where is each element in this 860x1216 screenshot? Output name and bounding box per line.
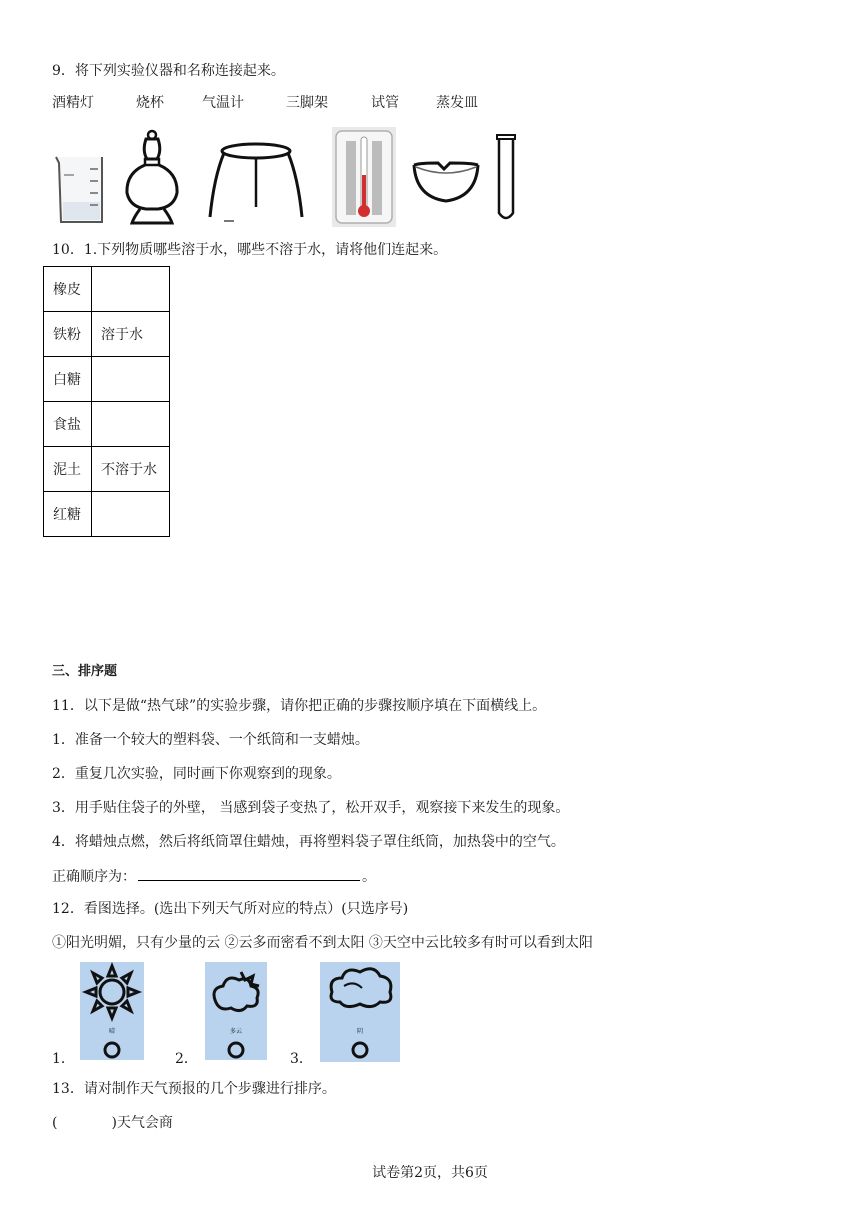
substance-cell: 橡皮 — [44, 267, 92, 312]
alcohol-lamp-icon — [122, 127, 182, 231]
answer-end: 。 — [362, 869, 376, 885]
table-row — [44, 312, 170, 357]
substance-cell: 食盐 — [44, 402, 92, 447]
picture-number-3: 3． — [290, 1051, 313, 1067]
sun-icon — [80, 962, 144, 1060]
solubility-table — [43, 266, 170, 537]
evaporating-dish-icon — [410, 127, 482, 231]
answer-cell — [92, 267, 170, 312]
q9-title: 9．将下列实验仪器和名称连接起来。 — [52, 63, 285, 79]
q11-step-1: 1．准备一个较大的塑料袋、一个纸筒和一支蜡烛。 — [52, 732, 369, 748]
q13-title: 13．请对制作天气预报的几个步骤进行排序。 — [52, 1081, 336, 1097]
q11-step-4: 4．将蜡烛点燃，然后将纸筒罩住蜡烛，再将塑料袋子罩住纸筒，加热袋中的空气。 — [52, 834, 565, 850]
answer-cell: 不溶于水 — [92, 447, 170, 492]
substance-cell: 铁粉 — [44, 312, 92, 357]
q9-name-3: 气温计 — [202, 95, 244, 111]
thermometer-icon — [332, 127, 396, 231]
q10-title: 10．1.下列物质哪些溶于水，哪些不溶于水，请将他们连起来。 — [52, 242, 448, 258]
answer-cell — [92, 492, 170, 537]
sun-behind-cloud-icon — [205, 962, 267, 1060]
tripod-icon — [204, 127, 308, 231]
table-row — [44, 447, 170, 492]
answer-blank[interactable] — [138, 866, 360, 881]
table-row — [44, 267, 170, 312]
picture-caption-1: 晴 — [108, 1028, 115, 1035]
table-row — [44, 357, 170, 402]
answer-cell: 溶于水 — [92, 312, 170, 357]
q9-name-5: 试管 — [371, 95, 399, 111]
substance-cell: 泥土 — [44, 447, 92, 492]
page-footer: 试卷第2页，共6页 — [372, 1165, 488, 1181]
answer-cell — [92, 357, 170, 402]
answer-cell — [92, 402, 170, 447]
picture-number-1: 1． — [52, 1051, 75, 1067]
picture-caption-2: 多云 — [229, 1028, 242, 1035]
beaker-icon — [52, 127, 108, 231]
table-row — [44, 492, 170, 537]
q13-step-line — [52, 1114, 173, 1132]
step-label: )天气会商 — [111, 1115, 173, 1131]
q9-name-1: 酒精灯 — [52, 95, 94, 111]
cloud-icon — [320, 962, 400, 1062]
q11-title: 11．以下是做“热气球”的实验步骤，请你把正确的步骤按顺序填在下面横线上。 — [52, 698, 547, 714]
section-heading: 三、排序题 — [52, 664, 118, 679]
test-tube-icon — [494, 127, 518, 231]
q12-title: 12．看图选择。(选出下列天气所对应的特点）(只选序号) — [52, 901, 409, 917]
answer-label: 正确顺序为： — [52, 869, 136, 885]
q9-name-2: 烧杯 — [136, 95, 164, 111]
q11-step-2: 2．重复几次实验，同时画下你观察到的现象。 — [52, 766, 341, 782]
substance-cell: 红糖 — [44, 492, 92, 537]
substance-cell: 白糖 — [44, 357, 92, 402]
table-row — [44, 402, 170, 447]
picture-number-2: 2． — [175, 1051, 198, 1067]
q11-answer-line — [52, 866, 376, 886]
q11-step-3: 3．用手贴住袋子的外壁， 当感到袋子变热了，松开双手，观察接下来发生的现象。 — [52, 800, 570, 816]
bracket-open: ( — [52, 1115, 58, 1131]
q9-name-6: 蒸发皿 — [436, 95, 478, 111]
picture-caption-3: 阴 — [356, 1028, 363, 1035]
q12-options: ①阳光明媚，只有少量的云 ②云多而密看不到太阳 ③天空中云比较多有时可以看到太阳 — [52, 935, 593, 951]
q9-name-4: 三脚架 — [286, 95, 328, 111]
